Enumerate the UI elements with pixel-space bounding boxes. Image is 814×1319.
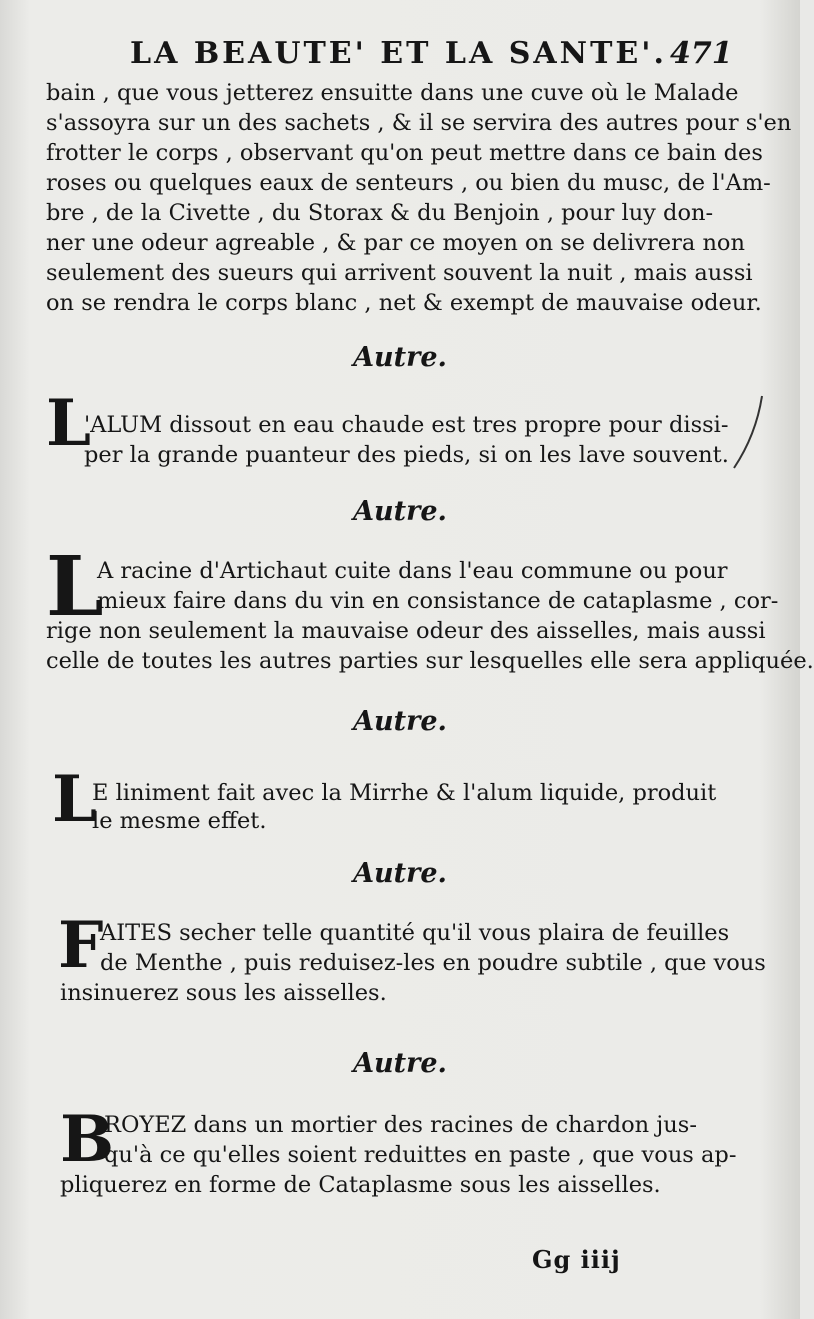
text-line: mieux faire dans du vin en consistance de cataplasme , cor- [97,588,779,614]
signature-mark: Gg iiij [532,1245,621,1274]
section-heading: Autre. [353,342,447,373]
text-line: de Menthe , puis reduisez-les en poudre subtile , que vous [100,950,766,976]
text-line: le mesme effet. [92,808,267,834]
text-line: 'ALUM dissout en eau chaude est tres propre pour dissi- [84,412,729,438]
drop-cap: B [60,1102,115,1177]
text-line: s'assoyra sur un des sachets , & il se servira des autres pour s'en [46,110,792,136]
text-line: frotter le corps , observant qu'on peut mettre dans ce bain des [46,140,763,166]
text-line: celle de toutes les autres parties sur lesquelles elle sera appliquée. [46,648,814,674]
drop-cap: F [58,908,104,983]
page-header [130,36,733,76]
text-line: ner une odeur agreable , & par ce moyen on se delivrera non [46,230,745,256]
text-line: qu'à ce qu'elles soient reduittes en paste , que vous ap- [104,1142,737,1168]
text-line: bre , de la Civette , du Storax & du Benjoin , pour luy don- [46,200,714,226]
drop-cap: L [52,762,97,837]
section-heading: Autre. [353,496,447,527]
text-line: rige non seulement la mauvaise odeur des aisselles, mais aussi [46,618,766,644]
section-heading: Autre. [353,1048,447,1079]
text-line: on se rendra le corps blanc , net & exempt de mauvaise odeur. [46,290,762,316]
text-line: A racine d'Artichaut cuite dans l'eau commune ou pour [97,558,728,584]
pen-stroke-mark [728,392,768,472]
running-head: LA BEAUTE' ET LA SANTE'. [130,36,667,71]
drop-cap: L [46,539,104,635]
text-line: pliquerez en forme de Cataplasme sous les aisselles. [60,1172,661,1198]
page-number: 471 [670,36,733,71]
text-line: bain , que vous jetterez ensuitte dans une cuve où le Malade [46,80,739,106]
text-line: ROYEZ dans un mortier des racines de chardon jus- [104,1112,697,1138]
text-line: per la grande puanteur des pieds, si on les lave souvent. [84,442,729,468]
section-heading: Autre. [353,858,447,889]
drop-cap: L [46,386,91,461]
text-line: E liniment fait avec la Mirrhe & l'alum liquide, produit [92,780,717,806]
text-line: insinuerez sous les aisselles. [60,980,387,1006]
section-heading: Autre. [353,706,447,737]
text-line: seulement des sueurs qui arrivent souvent la nuit , mais aussi [46,260,753,286]
text-line: AITES secher telle quantité qu'il vous plaira de feuilles [100,920,730,946]
text-line: roses ou quelques eaux de senteurs , ou bien du musc, de l'Am- [46,170,771,196]
